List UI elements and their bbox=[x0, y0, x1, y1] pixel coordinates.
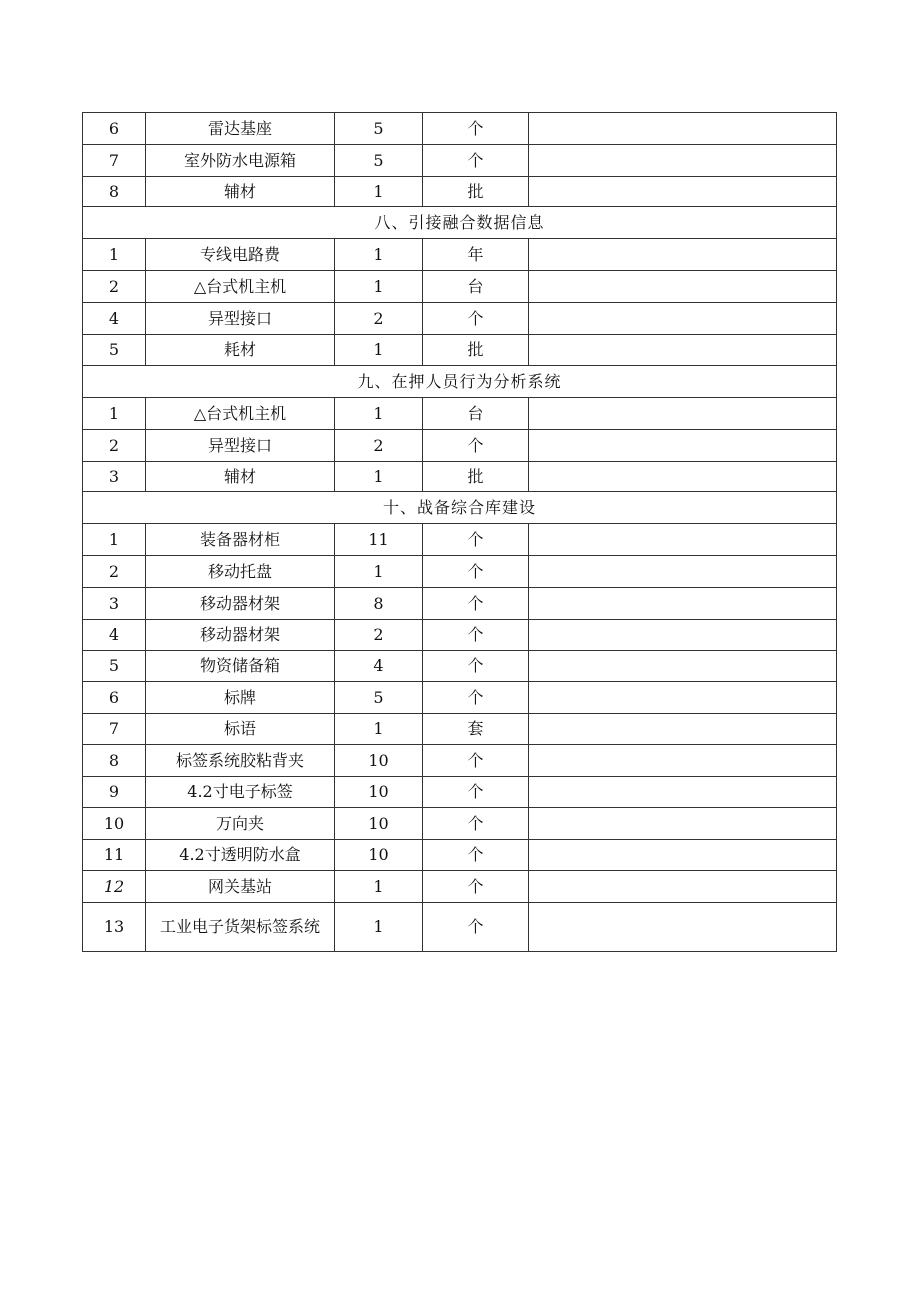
table-row bbox=[83, 808, 837, 840]
cell-name: 4.2寸电子标签 bbox=[146, 777, 335, 808]
cell-name: 耗材 bbox=[146, 335, 335, 366]
cell-qty: 1 bbox=[335, 335, 423, 366]
cell-qty: 1 bbox=[335, 556, 423, 588]
cell-qty: 1 bbox=[335, 462, 423, 492]
table-row bbox=[83, 113, 837, 145]
cell-note bbox=[529, 651, 837, 682]
cell-unit: 个 bbox=[423, 588, 529, 620]
cell-note bbox=[529, 714, 837, 745]
cell-note bbox=[529, 620, 837, 651]
cell-no: 10 bbox=[83, 808, 146, 840]
table-row bbox=[83, 840, 837, 871]
table-row bbox=[83, 588, 837, 620]
cell-no: 12 bbox=[83, 871, 146, 903]
cell-name: 异型接口 bbox=[146, 303, 335, 335]
table-row bbox=[83, 462, 837, 492]
cell-no: 1 bbox=[83, 524, 146, 556]
cell-no: 1 bbox=[83, 398, 146, 430]
cell-qty: 8 bbox=[335, 588, 423, 620]
cell-unit: 个 bbox=[423, 840, 529, 871]
cell-note bbox=[529, 462, 837, 492]
table-row bbox=[83, 398, 837, 430]
cell-unit: 个 bbox=[423, 871, 529, 903]
cell-note bbox=[529, 303, 837, 335]
cell-unit: 个 bbox=[423, 113, 529, 145]
cell-note bbox=[529, 903, 837, 952]
cell-no: 9 bbox=[83, 777, 146, 808]
table-row bbox=[83, 777, 837, 808]
section-header-row bbox=[83, 492, 837, 524]
cell-note bbox=[529, 177, 837, 207]
cell-no: 1 bbox=[83, 239, 146, 271]
cell-name: 雷达基座 bbox=[146, 113, 335, 145]
cell-note bbox=[529, 239, 837, 271]
cell-qty: 10 bbox=[335, 745, 423, 777]
table-row bbox=[83, 871, 837, 903]
section-title: 九、在押人员行为分析系统 bbox=[83, 366, 837, 398]
cell-name: 辅材 bbox=[146, 462, 335, 492]
cell-no: 2 bbox=[83, 271, 146, 303]
cell-unit: 年 bbox=[423, 239, 529, 271]
cell-name: 标语 bbox=[146, 714, 335, 745]
cell-qty: 1 bbox=[335, 903, 423, 952]
table-row bbox=[83, 177, 837, 207]
cell-unit: 个 bbox=[423, 145, 529, 177]
cell-qty: 1 bbox=[335, 398, 423, 430]
equipment-table-body bbox=[83, 113, 837, 952]
cell-unit: 台 bbox=[423, 271, 529, 303]
cell-qty: 11 bbox=[335, 524, 423, 556]
cell-qty: 1 bbox=[335, 239, 423, 271]
cell-qty: 1 bbox=[335, 177, 423, 207]
cell-name: 移动器材架 bbox=[146, 588, 335, 620]
section-title: 十、战备综合库建设 bbox=[83, 492, 837, 524]
cell-name: △台式机主机 bbox=[146, 271, 335, 303]
cell-unit: 个 bbox=[423, 745, 529, 777]
cell-unit: 个 bbox=[423, 556, 529, 588]
cell-note bbox=[529, 556, 837, 588]
cell-note bbox=[529, 335, 837, 366]
cell-name: 标牌 bbox=[146, 682, 335, 714]
cell-note bbox=[529, 113, 837, 145]
cell-no: 2 bbox=[83, 556, 146, 588]
cell-name: 物资储备箱 bbox=[146, 651, 335, 682]
cell-no: 8 bbox=[83, 745, 146, 777]
cell-no: 13 bbox=[83, 903, 146, 952]
cell-qty: 1 bbox=[335, 271, 423, 303]
cell-name: 万向夹 bbox=[146, 808, 335, 840]
section-header-row bbox=[83, 366, 837, 398]
cell-no: 7 bbox=[83, 145, 146, 177]
cell-note bbox=[529, 145, 837, 177]
cell-no: 4 bbox=[83, 620, 146, 651]
table-row bbox=[83, 651, 837, 682]
cell-unit: 个 bbox=[423, 620, 529, 651]
cell-qty: 2 bbox=[335, 430, 423, 462]
cell-no: 11 bbox=[83, 840, 146, 871]
cell-note bbox=[529, 430, 837, 462]
table-row bbox=[83, 430, 837, 462]
cell-unit: 个 bbox=[423, 682, 529, 714]
cell-unit: 个 bbox=[423, 777, 529, 808]
table-row bbox=[83, 271, 837, 303]
cell-unit: 个 bbox=[423, 903, 529, 952]
section-title: 八、引接融合数据信息 bbox=[83, 207, 837, 239]
table-row bbox=[83, 714, 837, 745]
cell-no: 6 bbox=[83, 682, 146, 714]
cell-name: 工业电子货架标签系统 bbox=[146, 903, 335, 952]
cell-qty: 4 bbox=[335, 651, 423, 682]
table-row bbox=[83, 239, 837, 271]
cell-no: 6 bbox=[83, 113, 146, 145]
table-row bbox=[83, 556, 837, 588]
cell-note bbox=[529, 398, 837, 430]
cell-qty: 1 bbox=[335, 871, 423, 903]
cell-unit: 批 bbox=[423, 177, 529, 207]
cell-unit: 个 bbox=[423, 303, 529, 335]
cell-name: 异型接口 bbox=[146, 430, 335, 462]
table-row bbox=[83, 903, 837, 952]
cell-note bbox=[529, 682, 837, 714]
cell-name: 辅材 bbox=[146, 177, 335, 207]
cell-no: 5 bbox=[83, 651, 146, 682]
table-row bbox=[83, 303, 837, 335]
table-row bbox=[83, 524, 837, 556]
cell-qty: 10 bbox=[335, 777, 423, 808]
table-row bbox=[83, 145, 837, 177]
cell-note bbox=[529, 871, 837, 903]
cell-name: 4.2寸透明防水盒 bbox=[146, 840, 335, 871]
cell-name: 网关基站 bbox=[146, 871, 335, 903]
cell-qty: 5 bbox=[335, 145, 423, 177]
cell-unit: 个 bbox=[423, 430, 529, 462]
cell-unit: 个 bbox=[423, 808, 529, 840]
cell-qty: 1 bbox=[335, 714, 423, 745]
equipment-table bbox=[82, 112, 837, 952]
table-row bbox=[83, 745, 837, 777]
cell-note bbox=[529, 840, 837, 871]
cell-qty: 10 bbox=[335, 840, 423, 871]
cell-note bbox=[529, 271, 837, 303]
table-row bbox=[83, 335, 837, 366]
cell-no: 3 bbox=[83, 462, 146, 492]
cell-qty: 5 bbox=[335, 113, 423, 145]
cell-no: 4 bbox=[83, 303, 146, 335]
cell-qty: 10 bbox=[335, 808, 423, 840]
cell-unit: 个 bbox=[423, 524, 529, 556]
cell-qty: 2 bbox=[335, 620, 423, 651]
cell-note bbox=[529, 524, 837, 556]
cell-note bbox=[529, 777, 837, 808]
cell-unit: 批 bbox=[423, 335, 529, 366]
cell-note bbox=[529, 808, 837, 840]
cell-unit: 批 bbox=[423, 462, 529, 492]
cell-unit: 个 bbox=[423, 651, 529, 682]
cell-name: 移动器材架 bbox=[146, 620, 335, 651]
cell-name: 专线电路费 bbox=[146, 239, 335, 271]
cell-qty: 2 bbox=[335, 303, 423, 335]
table-row bbox=[83, 620, 837, 651]
cell-name: 室外防水电源箱 bbox=[146, 145, 335, 177]
cell-name: 标签系统胶粘背夹 bbox=[146, 745, 335, 777]
cell-note bbox=[529, 745, 837, 777]
cell-unit: 套 bbox=[423, 714, 529, 745]
cell-note bbox=[529, 588, 837, 620]
cell-name: △台式机主机 bbox=[146, 398, 335, 430]
section-header-row bbox=[83, 207, 837, 239]
cell-no: 3 bbox=[83, 588, 146, 620]
cell-name: 装备器材柜 bbox=[146, 524, 335, 556]
cell-name: 移动托盘 bbox=[146, 556, 335, 588]
cell-no: 7 bbox=[83, 714, 146, 745]
table-row bbox=[83, 682, 837, 714]
cell-no: 5 bbox=[83, 335, 146, 366]
cell-no: 8 bbox=[83, 177, 146, 207]
cell-unit: 台 bbox=[423, 398, 529, 430]
cell-no: 2 bbox=[83, 430, 146, 462]
cell-qty: 5 bbox=[335, 682, 423, 714]
